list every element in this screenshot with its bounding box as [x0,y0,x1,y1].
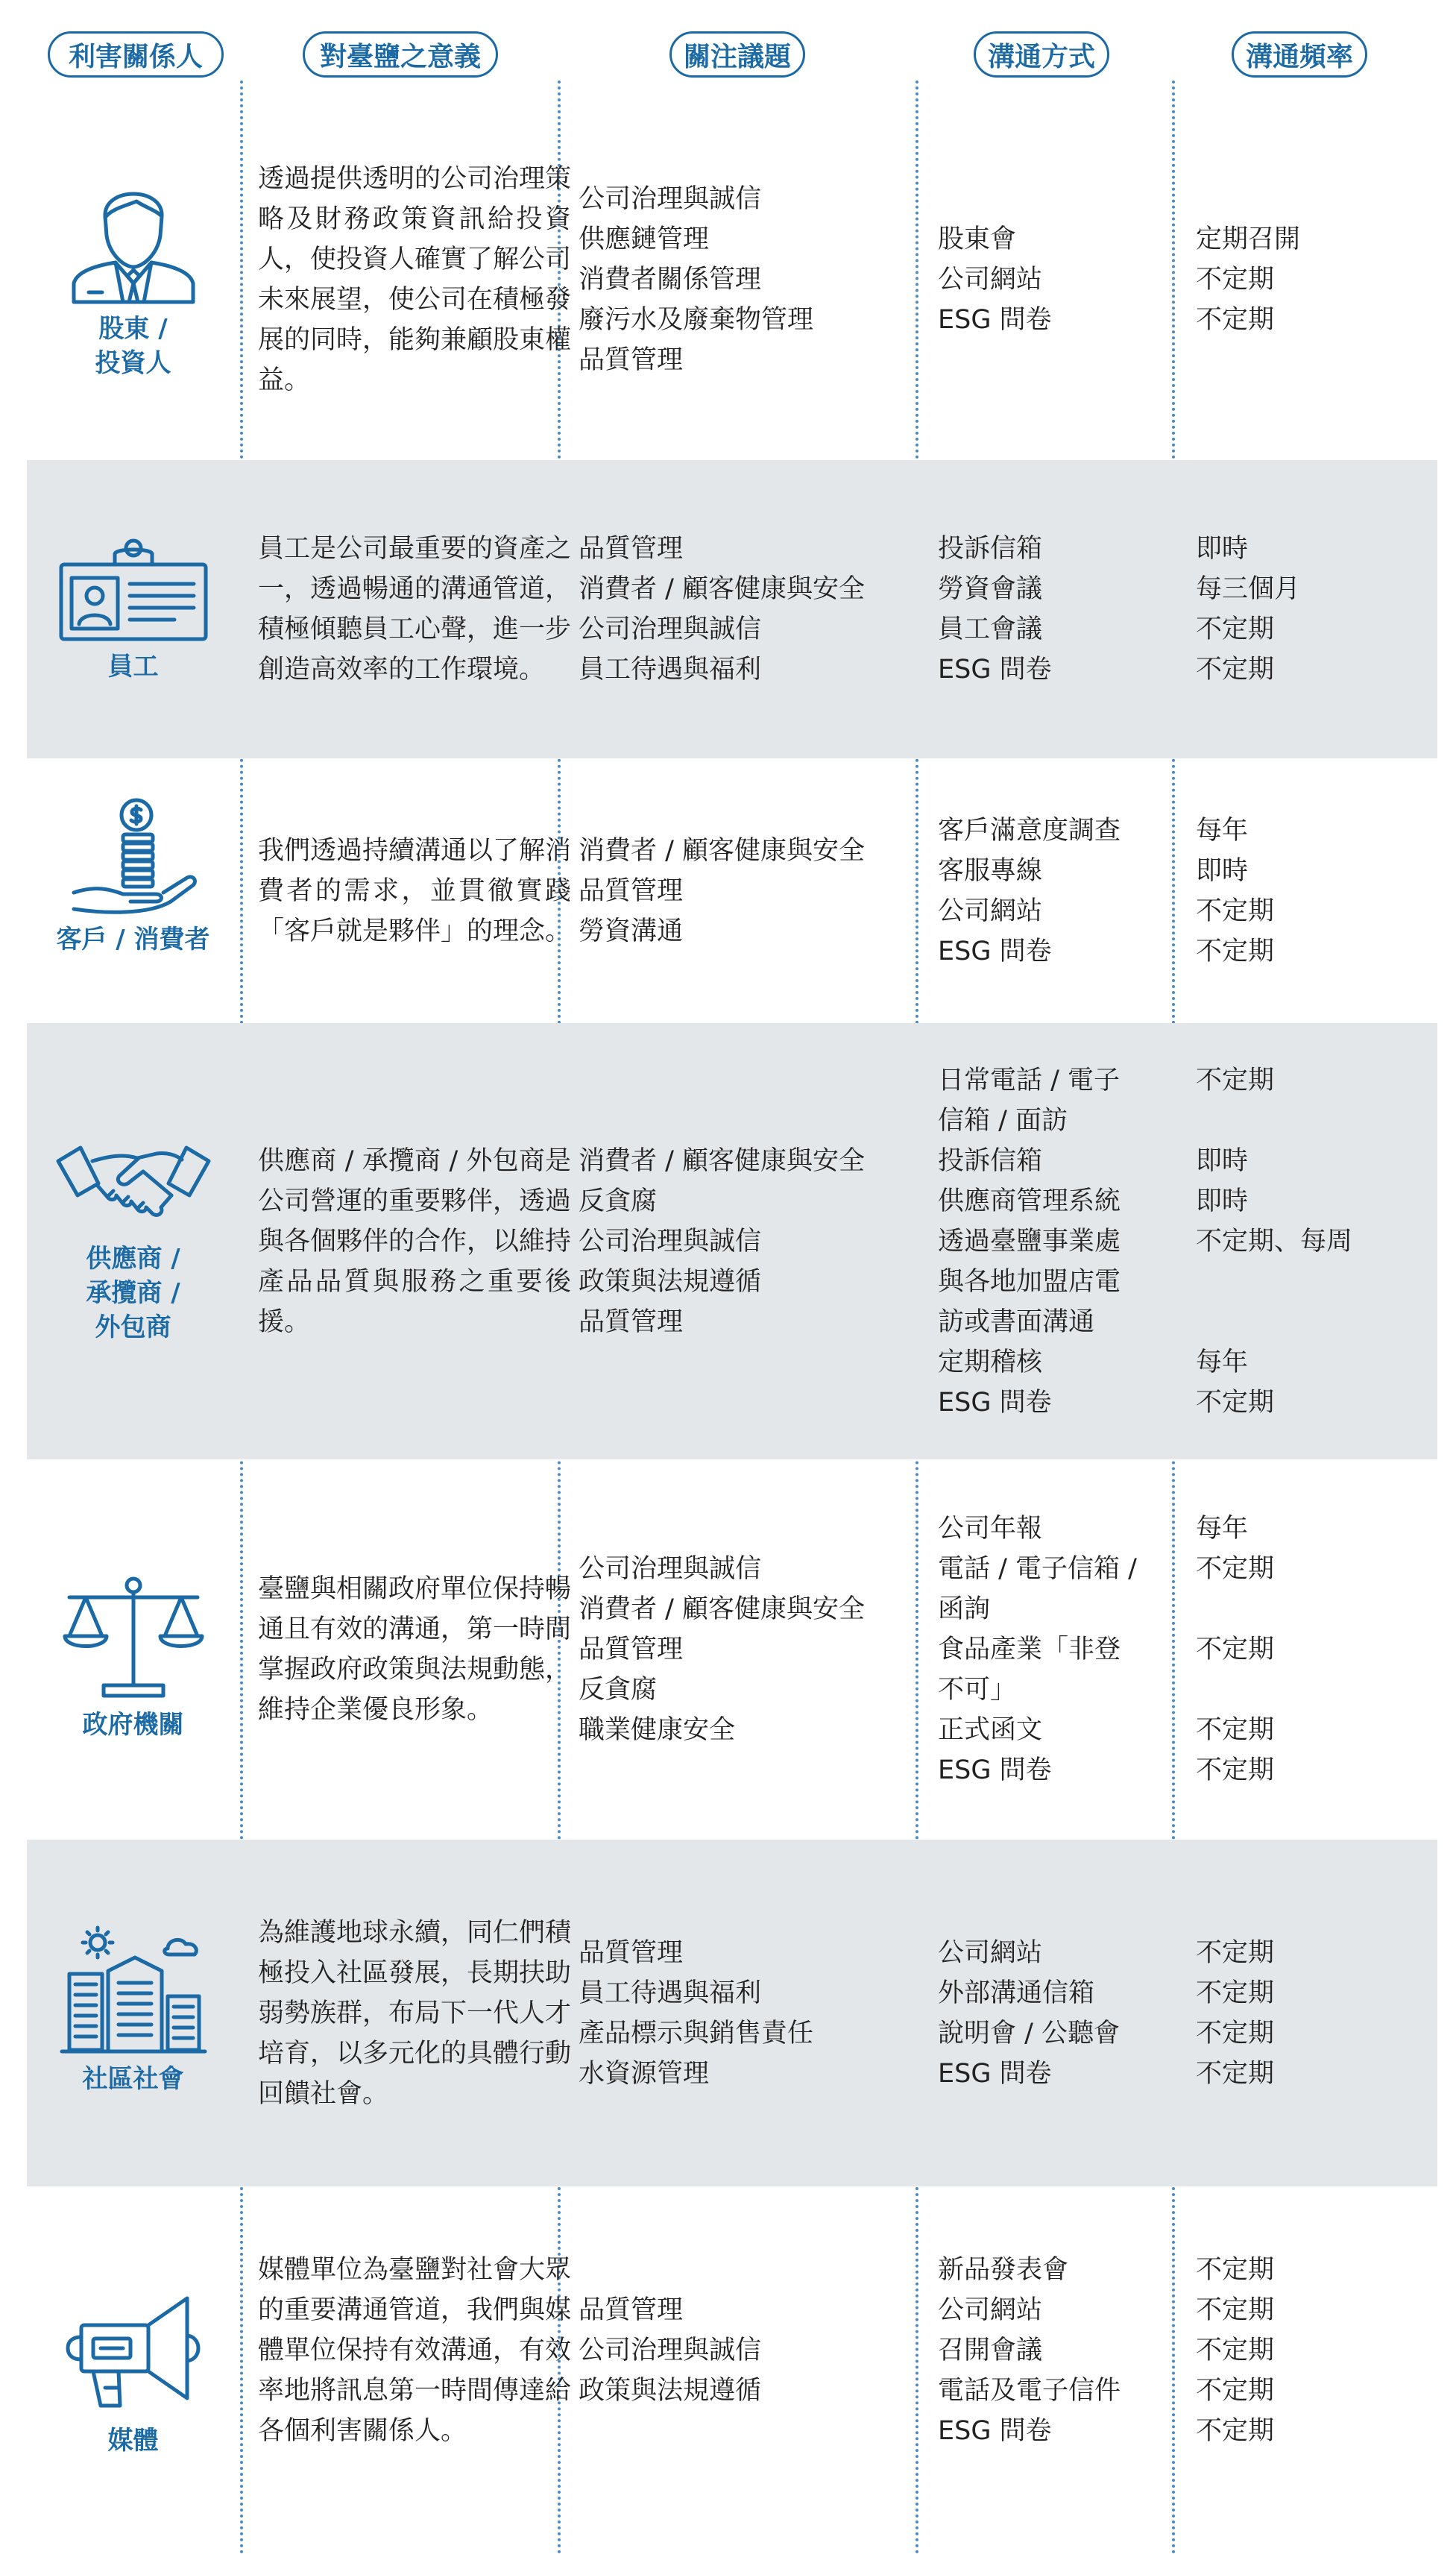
table-row-suppliers [27,1023,1437,1459]
scale-icon [59,1575,208,1702]
frequency-item: 不定期 [1196,265,1275,295]
method-item: 與各地加盟店電 [938,1266,1121,1297]
frequency-item: 不定期 [1196,1635,1275,1664]
issue-item: 消費者 / 顧客健康與安全 [579,1594,866,1624]
issue-item: 產品標示與銷售責任 [579,2018,814,2048]
issue-item: 品質管理 [579,875,684,906]
significance-text: 透過提供透明的公司治理策略及財務政策資訊給投資人，使投資人確實了解公司未來展望，使公司在積極發展的同時，能夠兼顧股東權益。 [258,164,572,395]
issue-item: 品質管理 [579,345,684,375]
method-item: ESG 問卷 [938,655,1052,685]
issue-item: 員工待遇與福利 [579,655,762,685]
frequency-item: 不定期 [1196,1387,1275,1418]
method-item: 公司網站 [938,1937,1043,1968]
frequency-item: 不定期 [1196,2295,1275,2325]
handshake-icon [55,1131,212,1236]
frequency-item: 不定期 [1196,305,1275,335]
issue-item: 品質管理 [579,1635,684,1664]
issue-item: 消費者 / 顧客健康與安全 [579,835,866,866]
city-icon [59,1922,208,2056]
issue-item: 反貪腐 [579,1186,658,1216]
method-item: 公司網站 [938,2295,1043,2325]
header-stakeholder: 利害關係人 [48,31,224,78]
frequency-item: 不定期 [1196,1937,1275,1968]
stakeholder-label: 承攬商 / [86,1278,180,1308]
table-row-government [27,1459,1437,1840]
id-badge-icon [55,532,212,644]
issue-item: 公司治理與誠信 [579,2336,762,2365]
frequency-item: 不定期 [1196,1715,1275,1745]
issue-item: 反貪腐 [579,1675,658,1705]
method-item: ESG 問卷 [938,1387,1052,1418]
significance-text: 為維護地球永續，同仁們積極投入社區發展，長期扶助弱勢族群，布局下一代人才培育，以多元化的具體行動回饋社會。 [258,1917,572,2109]
stakeholder-label: 媒體 [107,2426,159,2456]
stakeholder-label: 員工 [107,652,159,682]
frequency-item: 不定期 [1196,2376,1275,2406]
method-item: 客戶滿意度調查 [938,815,1121,846]
method-item: 召開會議 [938,2336,1043,2365]
method-item: 股東會 [938,224,1017,254]
method-item: 公司網站 [938,896,1043,926]
megaphone-icon [59,2283,208,2418]
method-item: ESG 問卷 [938,305,1052,335]
method-item: 公司年報 [938,1514,1043,1544]
stakeholder-label: 投資人 [95,348,171,378]
issue-item: 水資源管理 [579,2058,710,2089]
issue-item: 公司治理與誠信 [579,184,762,214]
frequency-item: 每三個月 [1196,574,1301,604]
frequency-item: 不定期 [1196,1978,1275,2008]
method-item: 新品發表會 [938,2255,1069,2285]
method-item: 勞資會議 [938,574,1043,604]
issue-item: 消費者關係管理 [579,265,762,295]
frequency-item: 不定期 [1196,655,1275,685]
issue-item: 消費者 / 顧客健康與安全 [579,1145,866,1176]
header-issues: 關注議題 [669,31,805,78]
table-row-customers [27,758,1437,1023]
issue-item: 政策與法規遵循 [579,1266,762,1297]
method-item: 投訴信箱 [938,1145,1043,1176]
method-item: 正式函文 [938,1715,1043,1745]
stakeholder-label: 客戶 / 消費者 [56,925,210,955]
significance-text: 供應商 / 承攬商 / 外包商是公司營運的重要夥伴，透過與各個夥伴的合作，以維持產品品質與服務之重要後援。 [258,1145,572,1337]
stakeholder-label: 外包商 [95,1312,171,1342]
method-item: 函詢 [938,1594,991,1624]
method-item: 食品產業「非登 [938,1635,1121,1664]
table-header [0,0,1456,104]
method-item: ESG 問卷 [938,2058,1052,2089]
stakeholder-label: 社區社會 [82,2064,184,2094]
significance-text: 員工是公司最重要的資產之一，透過暢通的溝通管道，積極傾聽員工心聲，進一步創造高效率的工作環境。 [258,534,572,685]
method-item: 日常電話 / 電子 [938,1065,1121,1095]
issue-item: 職業健康安全 [579,1715,736,1745]
significance-text: 臺鹽與相關政府單位保持暢通且有效的溝通，第一時間掌握政府政策與法規動態，維持企業優良形象。 [258,1574,572,1725]
issue-item: 勞資溝通 [579,916,684,946]
header-methods: 溝通方式 [974,31,1109,78]
method-item: 信箱 / 面訪 [938,1105,1068,1136]
method-item: 說明會 / 公聽會 [938,2018,1121,2048]
method-item: 透過臺鹽事業處 [938,1226,1121,1257]
issue-item: 員工待遇與福利 [579,1978,762,2008]
stakeholder-label: 股東 / [98,314,168,344]
table-row-media [27,2186,1437,2544]
method-item: ESG 問卷 [938,936,1052,966]
method-item: 員工會議 [938,614,1043,644]
frequency-item: 即時 [1196,1186,1249,1216]
method-item: 外部溝通信箱 [938,1978,1095,2008]
header-significance: 對臺鹽之意義 [303,31,498,78]
frequency-item: 不定期 [1196,2255,1275,2285]
issue-item: 廢污水及廢棄物管理 [579,305,814,335]
frequency-item: 即時 [1196,1145,1249,1176]
issue-item: 品質管理 [579,1306,684,1337]
method-item: ESG 問卷 [938,2416,1052,2446]
method-item: 定期稽核 [938,1347,1043,1377]
frequency-item: 不定期 [1196,1065,1275,1095]
issue-item: 公司治理與誠信 [579,1554,762,1584]
frequency-item: 每年 [1196,1347,1249,1377]
frequency-item: 即時 [1196,534,1249,564]
issue-item: 供應鏈管理 [579,224,710,254]
frequency-item: 不定期 [1196,2018,1275,2048]
method-item: 不可」 [938,1675,1017,1705]
method-item: 供應商管理系統 [938,1186,1121,1216]
frequency-item: 不定期 [1196,936,1275,966]
significance-text: 我們透過持續溝通以了解消費者的需求，並貫徹實踐「客戶就是夥伴」的理念。 [258,835,572,946]
significance-text: 媒體單位為臺鹽對社會大眾的重要溝通管道，我們與媒體單位保持有效溝通，有效率地將訊息第一時間傳達給各個利害關係人。 [258,2255,572,2446]
issue-item: 消費者 / 顧客健康與安全 [579,574,866,604]
method-item: 客服專線 [938,855,1043,886]
frequency-item: 不定期 [1196,614,1275,644]
method-item: ESG 問卷 [938,1755,1052,1785]
frequency-item: 每年 [1196,1514,1249,1544]
method-item: 公司網站 [938,265,1043,295]
issue-item: 品質管理 [579,1937,684,1968]
table-row-investors [27,119,1437,440]
frequency-item: 即時 [1196,855,1249,886]
method-item: 電話及電子信件 [938,2376,1121,2406]
frequency-item: 每年 [1196,815,1249,846]
table-row-community [27,1840,1437,2186]
stakeholder-label: 政府機關 [82,1710,184,1740]
frequency-item: 不定期 [1196,1755,1275,1785]
method-item: 訪或書面溝通 [938,1306,1095,1337]
method-item: 投訴信箱 [938,534,1043,564]
stakeholder-label: 供應商 / [86,1244,180,1274]
frequency-item: 定期召開 [1196,224,1301,254]
frequency-item: 不定期 [1196,2416,1275,2446]
frequency-item: 不定期、每周 [1196,1226,1353,1257]
investor-icon [59,164,208,306]
issue-item: 公司治理與誠信 [579,1226,762,1257]
issue-item: 政策與法規遵循 [579,2376,762,2406]
coins-hand-icon [59,797,208,916]
frequency-item: 不定期 [1196,1554,1275,1584]
issue-item: 品質管理 [579,534,684,564]
method-item: 電話 / 電子信箱 / [938,1554,1137,1584]
issue-item: 公司治理與誠信 [579,614,762,644]
header-frequency: 溝通頻率 [1232,31,1367,78]
frequency-item: 不定期 [1196,896,1275,926]
table-row-employees [27,460,1437,758]
frequency-item: 不定期 [1196,2058,1275,2089]
frequency-item: 不定期 [1196,2336,1275,2365]
issue-item: 品質管理 [579,2295,684,2325]
